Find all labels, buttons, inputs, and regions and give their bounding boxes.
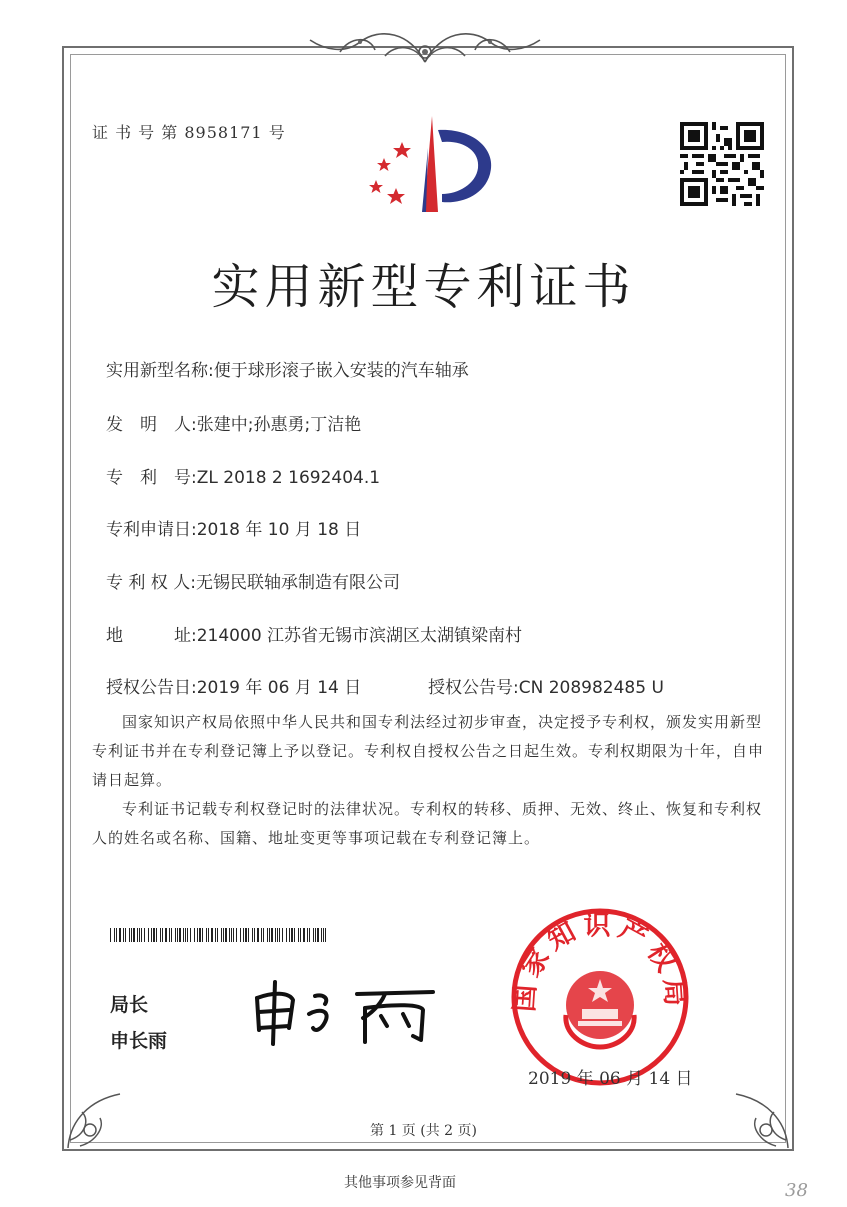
field-value: 便于球形滚子嵌入安装的汽车轴承 [213, 361, 469, 381]
seal-text: 国家知识产权局 [509, 910, 691, 1013]
field-label: 授权公告日: [106, 678, 197, 698]
paragraph-legal-status: 专利证书记载专利权登记时的法律状况。专利权的转移、质押、无效、终止、恢复和专利权人的姓名或名称、国籍、地址变更等事项记载在专利登记簿上。 [92, 800, 763, 847]
field-value: 2019 年 06 月 14 日 [196, 678, 362, 698]
field-value: 张建中;孙惠勇;丁洁艳 [196, 415, 362, 435]
field-patentee [106, 568, 400, 593]
bottom-left-ornament-icon [60, 1080, 132, 1152]
footer-note: 其他事项参见背面 [344, 1175, 456, 1191]
field-grant-number [428, 673, 664, 698]
field-utility-model-name [106, 356, 469, 381]
top-ornament-icon [300, 22, 550, 70]
field-value: 214000 江苏省无锡市滨湖区太湖镇梁南村 [196, 626, 523, 646]
signatory-title: 局长 [110, 994, 149, 1016]
field-address [106, 621, 522, 646]
certificate-title: 实用新型专利证书 [211, 259, 636, 315]
field-label: 专利申请日: [106, 520, 197, 540]
field-label: 实用新型名称: [106, 361, 214, 381]
field-value: ZL 2018 2 1692404.1 [196, 468, 381, 488]
field-value: 无锡民联轴承制造有限公司 [195, 573, 400, 593]
bottom-right-ornament-icon [724, 1080, 796, 1152]
field-label: 地 址: [106, 626, 197, 646]
paragraph-grant-statement: 国家知识产权局依照中华人民共和国专利法经过初步审查，决定授予专利权，颁发实用新型专利证书并在专利登记簿上予以登记。专利权自授权公告之日起生效。专利权期限为十年，自申请日起算。 [92, 713, 765, 789]
page-number: 第 1 页 (共 2 页) [370, 1123, 477, 1139]
field-inventors [106, 410, 361, 435]
certificate-body-text [92, 708, 770, 853]
certificate-number: 证 书 号 第 8958171 号 [92, 123, 286, 142]
field-label: 专 利 号: [106, 468, 197, 488]
barcode-icon [110, 928, 328, 942]
field-label: 授权公告号: [428, 678, 519, 698]
field-value: 2018 年 10 月 18 日 [196, 520, 362, 540]
handwritten-signature [245, 978, 445, 1048]
official-seal-icon [508, 905, 692, 1089]
qr-code-icon [680, 122, 764, 206]
field-label: 专 利 权 人: [106, 573, 196, 593]
field-patent-number [106, 463, 380, 488]
seal-date: 2019 年 06 月 14 日 [528, 1069, 693, 1089]
signatory-name: 申长雨 [110, 1030, 168, 1052]
field-value: CN 208982485 U [518, 678, 664, 698]
corner-handwritten-mark: 38 [785, 1180, 808, 1201]
field-application-date [106, 515, 361, 540]
field-label: 发 明 人: [106, 415, 197, 435]
patent-office-logo-icon [362, 112, 502, 217]
field-grant-date [106, 673, 361, 698]
